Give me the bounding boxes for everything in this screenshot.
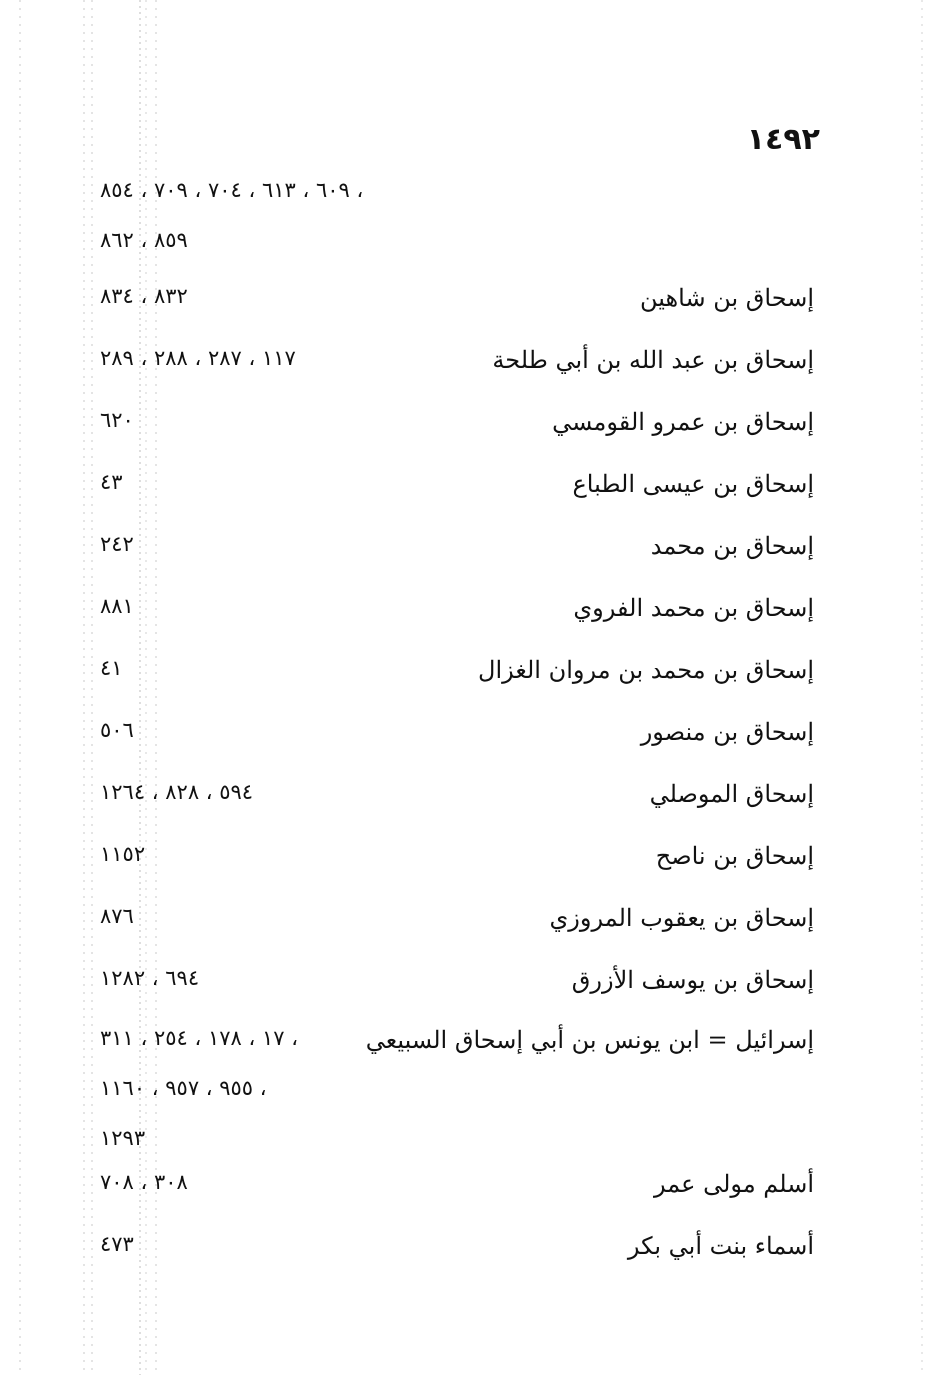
entry-name: إسحاق بن يعقوب المروزي [549,904,814,932]
index-entry [0,1026,944,1150]
entry-page-refs [100,966,440,1016]
page-number: ١٤٩٢ [746,122,820,157]
page-refs-line: ٨٥٩ ، ٨٦٢ [100,228,188,252]
entry-page-refs [100,1026,440,1176]
index-entry [0,718,944,778]
entry-page-refs [100,470,440,520]
entry-name: إسحاق بن محمد [650,532,814,560]
index-entry [0,966,944,1026]
entry-name: إسحاق الموصلي [649,780,814,808]
index-entry [0,780,944,840]
index-entry [0,470,944,530]
entry-page-refs [100,1170,440,1220]
entry-page-refs [100,718,440,768]
index-entry [0,594,944,654]
page-refs-line: ٦٢٠ [100,408,134,432]
entry-name: إسحاق بن محمد بن مروان الغزال [478,656,814,684]
entry-name: إسحاق بن عمرو القومسي [552,408,814,436]
page-refs-line: ٣٠٨ ، ٧٠٨ [100,1170,188,1194]
entry-page-refs [100,842,440,892]
page-refs-line: ٦٠٩ ، ٦١٣ ، ٧٠٤ ، ٧٠٩ ، ٨٥٤ ، [100,178,364,202]
entry-name: إسحاق بن منصور [640,718,814,746]
page-refs-line: ٩٥٥ ، ٩٥٧ ، ١١٦٠ ، [100,1076,267,1100]
entry-name: إسحاق بن محمد الفروي [573,594,814,622]
entry-page-refs [100,904,440,954]
entry-page-refs [100,408,440,458]
index-entry [0,1170,944,1230]
page-refs-line: ٨٣٢ ، ٨٣٤ [100,284,188,308]
page-refs-line: ٨٨١ [100,594,134,618]
index-entry [0,284,944,344]
entry-name: أسماء بنت أبي بكر [627,1232,814,1260]
index-entry [0,178,944,252]
entry-name: إسرائيل = ابن يونس بن أبي إسحاق السبيعي [365,1026,814,1054]
entry-page-refs [100,780,440,830]
index-entry [0,1232,944,1292]
index-entry [0,408,944,468]
page-refs-line: ٥٠٦ [100,718,134,742]
index-entry [0,346,944,406]
entry-page-refs [100,594,440,644]
entry-name: إسحاق بن عيسى الطباع [572,470,814,498]
index-entry [0,842,944,902]
index-entry [0,904,944,964]
entry-name: إسحاق بن عبد الله بن أبي طلحة [492,346,814,374]
entry-page-refs [100,532,440,582]
entry-page-refs [100,178,440,278]
entry-page-refs [100,346,440,396]
page-refs-line: ١١٥٢ [100,842,146,866]
page-refs-line: ١١٧ ، ٢٨٧ ، ٢٨٨ ، ٢٨٩ [100,346,296,370]
page-refs-line: ٨٧٦ [100,904,134,928]
entry-name: إسحاق بن ناصح [655,842,814,870]
page-refs-line: ٦٩٤ ، ١٢٨٢ [100,966,200,990]
page-refs-line: ٢٤٢ [100,532,134,556]
entry-page-refs [100,656,440,706]
page-refs-line: ١٧ ، ١٧٨ ، ٢٥٤ ، ٣١١ ، [100,1026,298,1050]
page-refs-line: ٤٧٣ [100,1232,134,1256]
page-refs-line: ٥٩٤ ، ٨٢٨ ، ١٢٦٤ [100,780,254,804]
entry-name: إسحاق بن شاهين [640,284,814,312]
page-refs-line: ٤٣ [100,470,123,494]
page-refs-line: ١٢٩٣ [100,1126,146,1150]
entry-page-refs [100,1232,440,1282]
entry-page-refs [100,284,440,334]
entry-name: إسحاق بن يوسف الأزرق [571,966,814,994]
index-entry [0,532,944,592]
index-entry [0,656,944,716]
entry-name: أسلم مولى عمر [654,1170,814,1198]
page-refs-line: ٤١ [100,656,123,680]
